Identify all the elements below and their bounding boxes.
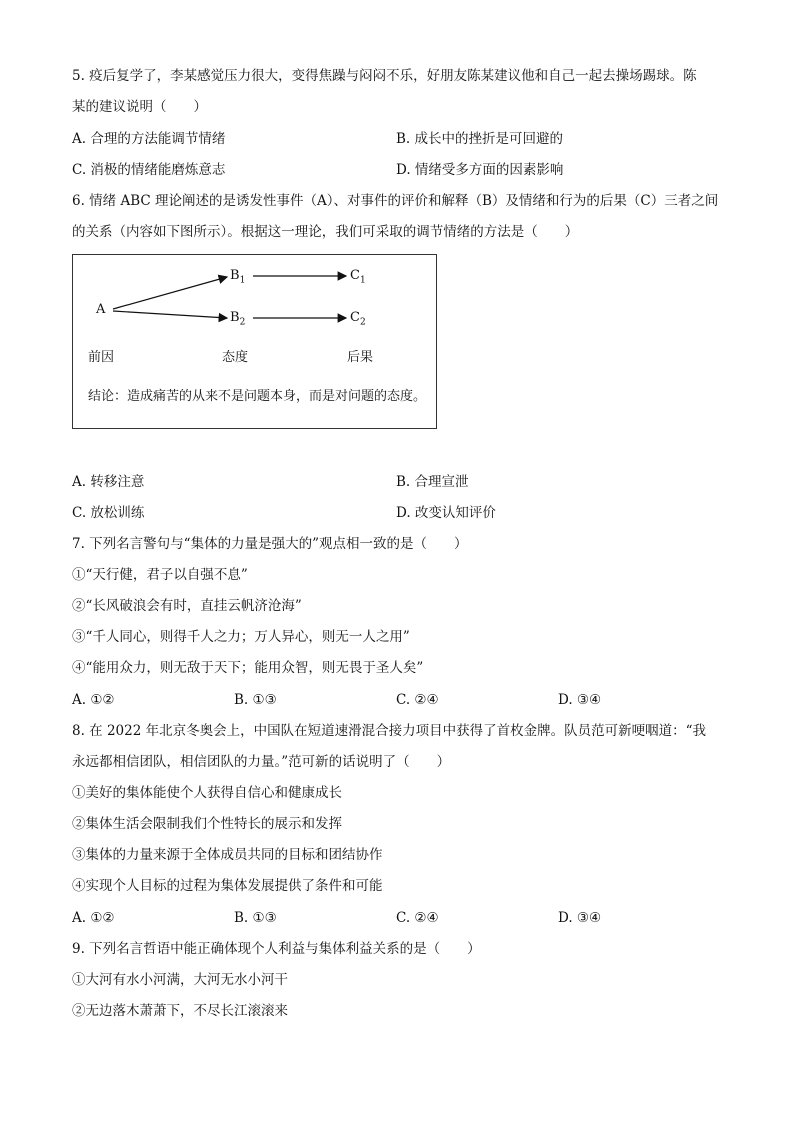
q5-option-a: A. 合理的方法能调节情绪 — [72, 131, 226, 147]
node-c1: $C_1$ — [350, 268, 366, 286]
node-b1: $B_1$ — [230, 268, 246, 286]
q8-stem-line1: 8. 在 2022 年北京冬奥会上，中国队在短道速滑混合接力项目中获得了首枚金牌。队员范可新哽咽道：“我 — [72, 723, 707, 739]
q8-option-d: D. ③④ — [558, 910, 602, 926]
q9-item-1: ①大河有水小河满，大河无水小河干 — [72, 972, 288, 988]
q8-option-b: B. ①③ — [234, 910, 277, 926]
q9-item-2: ②无边落木萧萧下，不尽长江滚滚来 — [72, 1003, 288, 1019]
q5-stem-line1: 5. 疫后复学了，李某感觉压力很大，变得焦躁与闷闷不乐，好朋友陈某建议他和自己一起去操场踢球。陈 — [72, 68, 697, 84]
q7-option-d: D. ③④ — [558, 692, 602, 708]
label-consequence: 后果 — [347, 350, 374, 365]
q8-option-c: C. ②④ — [396, 910, 439, 926]
q5-option-b: B. 成长中的挫折是可回避的 — [396, 131, 564, 147]
q7-item-4: ④“能用众力，则无敌于天下；能用众智，则无畏于圣人矣” — [72, 660, 424, 676]
q7-item-1: ①“天行健，君子以自强不息” — [72, 567, 248, 583]
arrow-a-b1 — [113, 277, 227, 309]
q6-option-b: B. 合理宣泄 — [396, 474, 469, 490]
q8-item-2: ②集体生活会限制我们个性特长的展示和发挥 — [72, 816, 342, 832]
q8-stem-line2: 永远都相信团队，相信团队的力量。”范可新的话说明了（ ） — [72, 754, 451, 770]
q8-item-4: ④实现个人目标的过程为集体发展提供了条件和可能 — [72, 878, 383, 894]
q6-stem-line1: 6. 情绪 ABC 理论阐述的是诱发性事件（A）、对事件的评价和解释（B）及情绪和行为的后果（C）三者之间 — [72, 193, 719, 209]
q7-option-c: C. ②④ — [396, 692, 439, 708]
q5-option-d: D. 情绪受多方面的因素影响 — [396, 162, 564, 178]
q5-option-c: C. 消极的情绪能磨炼意志 — [72, 162, 226, 178]
label-attitude: 态度 — [222, 350, 249, 365]
q8-item-3: ③集体的力量来源于全体成员共同的目标和团结协作 — [72, 847, 383, 863]
node-c2: $C_2$ — [350, 310, 366, 328]
node-b2: $B_2$ — [230, 310, 246, 328]
q6-stem-line2: 的关系（内容如下图所示）。根据这一理论，我们可采取的调节情绪的方法是（ ） — [72, 224, 579, 240]
q9-stem: 9. 下列名言哲语中能正确体现个人利益与集体利益关系的是（ ） — [72, 941, 481, 957]
q8-item-1: ①美好的集体能使个人获得自信心和健康成长 — [72, 785, 342, 801]
q7-option-b: B. ①③ — [234, 692, 277, 708]
arrow-a-b2 — [113, 311, 227, 318]
q6-option-d: D. 改变认知评价 — [396, 505, 496, 521]
q7-item-2: ②“长风破浪会有时，直挂云帆济沧海” — [72, 598, 302, 614]
label-cause: 前因 — [88, 350, 115, 365]
q6-option-a: A. 转移注意 — [72, 474, 145, 490]
q7-option-a: A. ①② — [72, 692, 115, 708]
q5-stem-line2: 某的建议说明（ ） — [72, 99, 207, 115]
q6-option-c: C. 放松训练 — [72, 505, 145, 521]
q7-item-3: ③“千人同心，则得千人之力；万人异心，则无一人之用” — [72, 629, 410, 645]
abc-theory-diagram — [72, 254, 437, 429]
q8-option-a: A. ①② — [72, 910, 115, 926]
node-a: A — [96, 302, 106, 317]
q7-stem: 7. 下列名言警句与“集体的力量是强大的”观点相一致的是（ ） — [72, 536, 468, 552]
diagram-conclusion: 结论：造成痛苦的从来不是问题本身，而是对问题的态度。 — [88, 389, 427, 404]
